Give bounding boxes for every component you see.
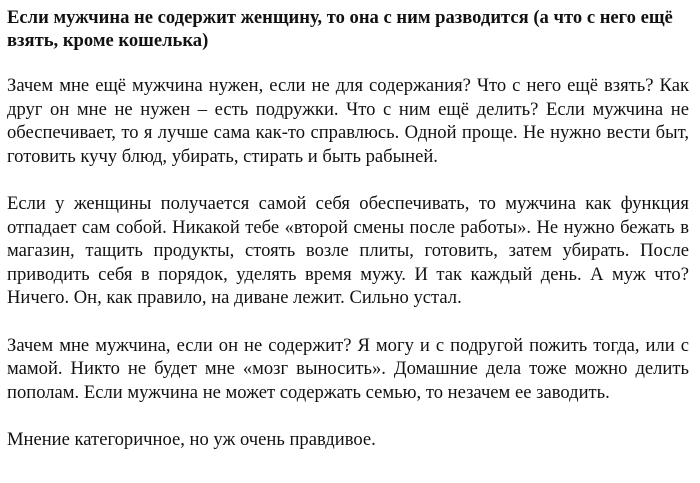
article-paragraph-1: Зачем мне ещё мужчина нужен, если не для содержания? Что с него ещё взять? Как друг он мне не нужен – есть подружки. Что с ним ещё делить? Если мужчина не обеспечивает, то я лучше сама как-то справлюсь. Одной проще. Не нужно вести быт, готовить кучу блюд, убирать, стирать и быть рабыней.: [7, 75, 689, 167]
article-title: Если мужчина не содержит женщину, то она с ним разводится (а что с него ещё взять, кроме кошелька): [7, 7, 673, 51]
article-paragraph-2: Если у женщины получается самой себя обеспечивать, то мужчина как функция отпадает сам собой. Никакой тебе «второй смены после работы». Не нужно бежать в магазин, тащить продукты, стоять возле плиты, готовить, затем убирать. После приводить себя в порядок, уделять время мужу. И так каждый день. А муж что? Ничего. Он, как правило, на диване лежит. Сильно устал.: [7, 192, 689, 309]
article-conclusion: Мнение категоричное, но уж очень правдивое.: [7, 428, 376, 450]
article: [7, 6, 693, 452]
article-paragraph-3: Зачем мне мужчина, если он не содержит? Я могу и с подругой пожить тогда, или с мамой. Никто не будет мне «мозг выносить». Домашние дела тоже можно делить пополам. Если мужчина не может содержать семью, то незачем ее заводить.: [7, 334, 689, 403]
